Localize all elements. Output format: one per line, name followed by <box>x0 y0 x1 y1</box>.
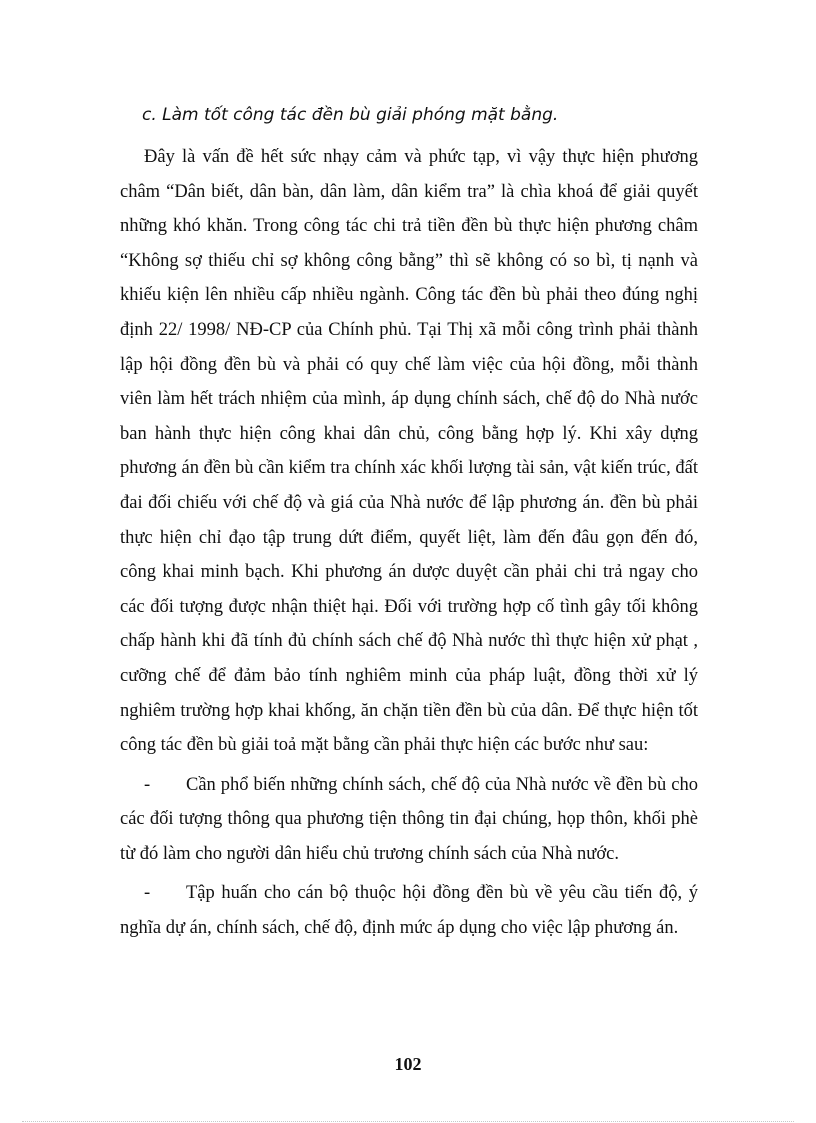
bullet-item-2 <box>120 876 698 945</box>
body-paragraph: Đây là vấn đề hết sức nhạy cảm và phức tạp, vì vậy thực hiện phương châm “Dân biết, dân bàn, dân làm, dân kiểm tra” là chìa khoá để giải quyết những khó khăn. Trong công tác chi trả tiền đền bù thực hiện phương châm “Không sợ thiếu chỉ sợ không công bằng” thì sẽ không có so bì, tị nạnh và khiếu kiện lên nhiều cấp nhiều ngành. Công tác đền bù phải theo đúng nghị định 22/ 1998/ NĐ-CP của Chính phủ. Tại Thị xã mỗi công trình phải thành lập hội đồng đền bù và phải có quy chế làm việc của hội đồng, mỗi thành viên làm hết trách nhiệm của mình, áp dụng chính sách, chế độ do Nhà nước ban hành thực hiện công khai dân chủ, công bằng hợp lý. Khi xây dựng phương án đền bù cần kiểm tra chính xác khối lượng tài sản, vật kiến trúc, đất đai đối chiếu với chế độ và giá của Nhà nước để lập phương án. đền bù phải thực hiện chỉ đạo tập trung dứt điểm, quyết liệt, làm đến đâu gọn đến đó, công khai minh bạch. Khi phương án dược duyệt cần phải chi trả ngay cho các đối tượng được nhận thiệt hại. Đối với trường hợp cố tình gây tối không chấp hành khi đã tính đủ chính sách chế độ Nhà nước thì thực hiện xử phạt , cưỡng chế để đảm bảo tính nghiêm minh của pháp luật, đồng thời xử lý nghiêm trường hợp khai khống, ăn chặn tiền đền bù của dân. Để thực hiện tốt công tác đền bù giải toả mặt bằng cần phải thực hiện các bước như sau: <box>120 147 698 756</box>
bullet-text: Tập huấn cho cán bộ thuộc hội đồng đền bù về yêu cầu tiến độ, ý nghĩa dự án, chính sách, chế độ, định mức áp dụng cho việc lập phương án. <box>120 883 698 939</box>
section-heading: c. Làm tốt công tác đền bù giải phóng mặt bằng. <box>142 105 559 125</box>
document-body <box>120 98 698 951</box>
page-number: 102 <box>394 1054 422 1074</box>
bottom-divider <box>22 1121 794 1122</box>
bullet-item-1 <box>120 768 698 872</box>
bullet-marker: - <box>144 774 151 795</box>
bullet-text: Cần phổ biến những chính sách, chế độ của Nhà nước về đền bù cho các đối tượng thông qua phương tiện thông tin đại chúng, họp thôn, khối phè từ đó làm cho người dân hiểu chủ trương chính sách của Nhà nước. <box>120 774 698 864</box>
bullet-marker: - <box>144 883 151 904</box>
